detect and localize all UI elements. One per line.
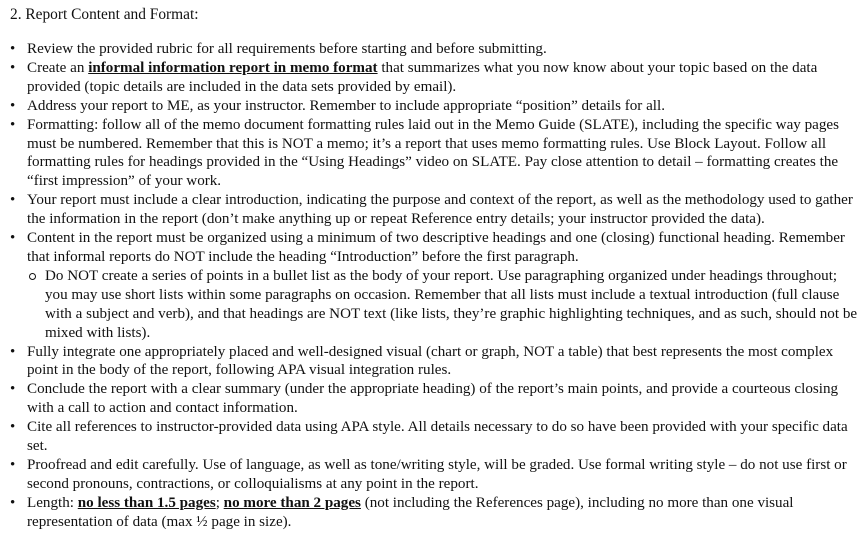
- list-item-text: Cite all references to instructor-provided data using APA style. All details necessary to do so have been provided with your specific data set.: [27, 419, 848, 455]
- list-item-address: [0, 97, 864, 116]
- list-item-text: Review the provided rubric for all requirements before starting and before submitting.: [27, 41, 547, 57]
- list-item-visual: [0, 343, 864, 381]
- list-item-citations: [0, 418, 864, 456]
- list-item-conclusion: [0, 380, 864, 418]
- emphasis-max-length: no more than 2 pages: [223, 494, 361, 511]
- list-item-text: Formatting: follow all of the memo document formatting rules laid out in the Memo Guide (SLATE), including the specific way pages must be numbered. Remember that this is NOT a memo; it’s a report that uses memo formatting rules. Use Block Layout. Follow all formatting rules for headings provided in the “Using Headings” video on SLATE. Pay close attention to detail – formatting creates the “first impression” of your work.: [27, 116, 839, 190]
- list-item-headings: [0, 229, 864, 342]
- requirements-list: [0, 40, 864, 532]
- list-item-text-pre: Create an: [27, 59, 89, 76]
- list-item-text: Address your report to ME, as your instructor. Remember to include appropriate “position” details for all.: [27, 97, 665, 114]
- list-item-text: Your report must include a clear introduction, indicating the purpose and context of the report, as well as the methodology used to gather the information in the report (don’t make anything up or repeat Reference entry details; your instructor provided the data).: [27, 192, 853, 228]
- list-item-report-format: [0, 59, 864, 97]
- list-item-proofread: [0, 456, 864, 494]
- list-item-rubric: [0, 40, 864, 59]
- list-item-text: Content in the report must be organized using a minimum of two descriptive headings and one (closing) functional heading. Remember that informal reports do NOT include the heading “Introduction” before the first paragraph.: [27, 230, 845, 265]
- list-item-text-middle: ;: [215, 494, 224, 511]
- section-heading: 2. Report Content and Format:: [10, 6, 199, 23]
- list-item-text-post: that summarizes what you now know about your topic based on the data provided (topic details are included in the data sets provided by email).: [27, 59, 818, 95]
- sub-list: [27, 267, 862, 343]
- list-item-text: Proofread and edit carefully. Use of language, as well as tone/writing style, will be graded. Use formal writing style – do not use first or second pronouns, contractions, or colloquialisms at any point in the report.: [27, 456, 847, 492]
- list-item-formatting: [0, 116, 864, 192]
- sub-list-item-paragraphing: [0, 267, 862, 343]
- list-item-text-post: (not including the References page), including no more than one visual representation of data (max ½ page in size).: [27, 494, 794, 530]
- list-item-introduction: [0, 191, 864, 229]
- list-item-length: [0, 494, 864, 532]
- emphasis-min-length: no less than 1.5 pages: [77, 494, 216, 511]
- sub-list-item-text: Do NOT create a series of points in a bullet list as the body of your report. Use paragraphing organized under headings throughout; you may use short lists within some paragraphs on occasion. Remember that all lists must include a textual introduction (full clause with a subject and verb), and that headings are NOT text (like lists, they’re graphic highlighting techniques, and as such, should not be mixed with lists).: [45, 267, 858, 341]
- emphasis-report-type: informal information report in memo format: [88, 59, 378, 76]
- list-item-text: Fully integrate one appropriately placed and well-designed visual (chart or graph, NOT a table) that best represents the most complex point in the body of the report, following APA visual integration rules.: [27, 343, 834, 379]
- list-item-text-pre: Length:: [27, 494, 78, 511]
- list-item-text: Conclude the report with a clear summary (under the appropriate heading) of the report’s main points, and provide a courteous closing with a call to action and contact information.: [27, 381, 839, 417]
